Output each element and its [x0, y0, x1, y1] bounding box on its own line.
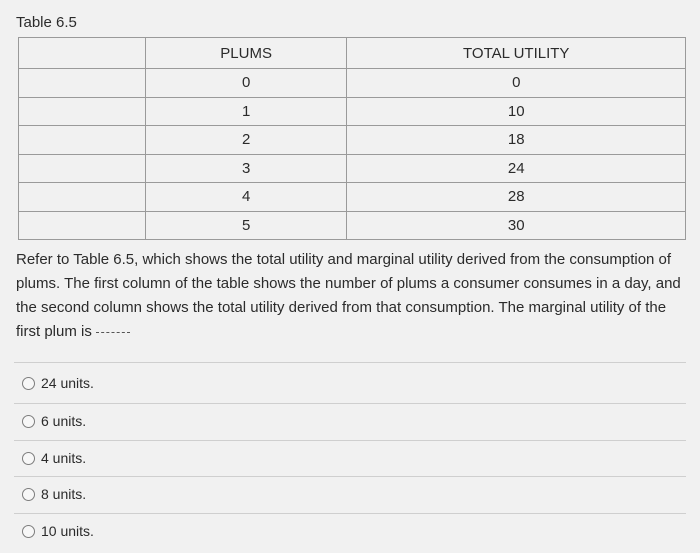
table-row — [19, 154, 686, 183]
table-cell-plums: 5 — [145, 211, 347, 240]
table-cell — [19, 183, 146, 212]
option-label: 8 units. — [41, 486, 87, 502]
option-label: 10 units. — [41, 523, 94, 539]
option-label: 6 units. — [41, 413, 87, 429]
option-24-units[interactable] — [22, 375, 94, 391]
table-cell — [19, 154, 146, 183]
divider — [14, 513, 686, 514]
table-cell-total-utility: 0 — [347, 69, 686, 98]
table-cell-total-utility: 18 — [347, 126, 686, 155]
table-row — [19, 69, 686, 98]
divider — [14, 362, 686, 363]
radio-button[interactable] — [22, 488, 35, 501]
table-cell — [19, 211, 146, 240]
answer-blank — [96, 332, 130, 333]
table-cell-total-utility: 28 — [347, 183, 686, 212]
radio-button[interactable] — [22, 452, 35, 465]
option-4-units[interactable] — [22, 450, 86, 466]
table-header-total-utility: TOTAL UTILITY — [347, 38, 686, 69]
table-cell-plums: 2 — [145, 126, 347, 155]
question-body: Refer to Table 6.5, which shows the total utility and marginal utility derived from the consumption of plums. The first column of the table shows the number of plums a consumer consumes in a day, and the second column shows the total utility derived from that consumption. The marginal utility of the first plum is — [16, 251, 681, 340]
question-text — [16, 248, 688, 344]
table-header-empty — [19, 38, 146, 69]
option-8-units[interactable] — [22, 486, 86, 502]
option-label: 24 units. — [41, 375, 94, 391]
table-cell-plums: 4 — [145, 183, 347, 212]
table-cell — [19, 97, 146, 126]
table-cell-plums: 3 — [145, 154, 347, 183]
table-header-plums: PLUMS — [145, 38, 347, 69]
table-cell-total-utility: 10 — [347, 97, 686, 126]
divider — [14, 476, 686, 477]
table-row — [19, 183, 686, 212]
table-cell-plums: 0 — [145, 69, 347, 98]
table-header-row — [19, 38, 686, 69]
table-cell-plums: 1 — [145, 97, 347, 126]
table-title: Table 6.5 — [16, 14, 77, 31]
table-cell — [19, 126, 146, 155]
radio-button[interactable] — [22, 415, 35, 428]
divider — [14, 403, 686, 404]
table-cell-total-utility: 30 — [347, 211, 686, 240]
radio-button[interactable] — [22, 377, 35, 390]
option-label: 4 units. — [41, 450, 87, 466]
table-row — [19, 211, 686, 240]
table-cell-total-utility: 24 — [347, 154, 686, 183]
table-row — [19, 126, 686, 155]
radio-button[interactable] — [22, 525, 35, 538]
utility-table — [18, 37, 686, 240]
table-row — [19, 97, 686, 126]
option-10-units[interactable] — [22, 523, 94, 539]
option-6-units[interactable] — [22, 413, 86, 429]
divider — [14, 440, 686, 441]
table-cell — [19, 69, 146, 98]
